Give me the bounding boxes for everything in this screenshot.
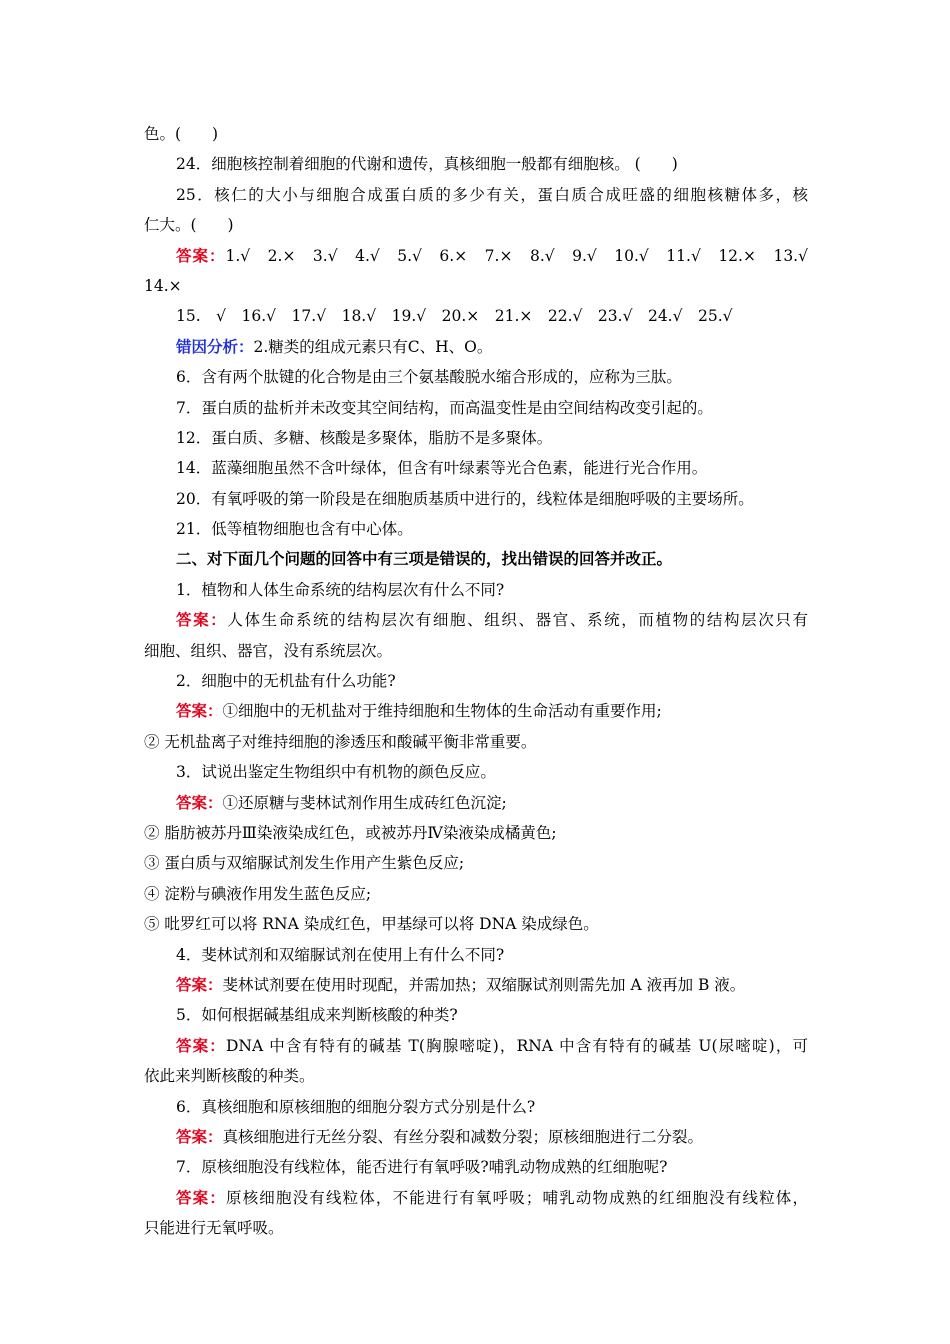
answer-label: 答案： bbox=[176, 245, 226, 265]
q4: 4．斐林试剂和双缩脲试剂在使用上有什么不同? bbox=[176, 945, 505, 964]
q7: 7．原核细胞没有线粒体，能否进行有氧呼吸?哺乳动物成熟的红细胞呢? bbox=[176, 1158, 668, 1177]
q3-answer: 答案：①还原糖与斐林试剂作用生成砖红色沉淀; bbox=[176, 792, 507, 812]
q5: 5．如何根据碱基组成来判断核酸的种类? bbox=[176, 1006, 458, 1025]
q1: 1．植物和人体生命系统的结构层次有什么不同? bbox=[176, 580, 505, 599]
q2-answer-2: ② 无机盐离子对维持细胞的渗透压和酸碱平衡非常重要。 bbox=[144, 732, 537, 751]
q3-answer-4: ④ 淀粉与碘液作用发生蓝色反应; bbox=[144, 884, 372, 903]
answer-key-line-2: 14.× bbox=[144, 276, 182, 295]
error-analysis-20: 20．有氧呼吸的第一阶段是在细胞质基质中进行的，线粒体是细胞呼吸的主要场所。 bbox=[176, 489, 754, 508]
q5-answer-tail: 依此来判断核酸的种类。 bbox=[144, 1067, 315, 1086]
error-analysis-14: 14．蓝藻细胞虽然不含叶绿体，但含有叶绿素等光合色素，能进行光合作用。 bbox=[176, 459, 708, 478]
q5-answer: 答案：DNA 中含有特有的碱基 T(胸腺嘧啶)，RNA 中含有特有的碱基 U(尿嘧啶)，可 bbox=[176, 1035, 808, 1055]
q1-answer: 答案：人体生命系统的结构层次有细胞、组织、器官、系统，而植物的结构层次只有 bbox=[176, 610, 808, 630]
error-analysis-heading: 错因分析：2.糖类的组成元素只有C、H、O。 bbox=[176, 336, 493, 356]
error-analysis-6: 6．含有两个肽键的化合物是由三个氨基酸脱水缩合形成的，应称为三肽。 bbox=[176, 368, 682, 387]
q2: 2．细胞中的无机盐有什么功能? bbox=[176, 672, 396, 691]
q1-answer-tail: 细胞、组织、器官，没有系统层次。 bbox=[144, 641, 393, 660]
error-analysis-label: 错因分析： bbox=[176, 336, 254, 356]
question-25-tail: 仁大。( ) bbox=[144, 216, 234, 235]
q3-answer-2: ② 脂肪被苏丹Ⅲ染液染成红色，或被苏丹Ⅳ染液染成橘黄色; bbox=[144, 823, 557, 842]
error-analysis-12: 12．蛋白质、多糖、核酸是多聚体，脂肪不是多聚体。 bbox=[176, 428, 553, 447]
answer-label: 答案： bbox=[176, 610, 228, 630]
section-heading: 二、对下面几个问题的回答中有三项是错误的，找出错误的回答并改正。 bbox=[176, 549, 673, 569]
question-24: 24．细胞核控制着细胞的代谢和遗传，真核细胞一般都有细胞核。 ( ) bbox=[176, 155, 678, 174]
q6: 6．真核细胞和原核细胞的细胞分裂方式分别是什么? bbox=[176, 1097, 536, 1116]
q3-answer-5: ⑤ 吡罗红可以将 RNA 染成红色，甲基绿可以将 DNA 染成绿色。 bbox=[144, 915, 599, 934]
q7-answer-tail: 只能进行无氧呼吸。 bbox=[144, 1219, 284, 1238]
answer-key-line-3: 15. √ 16.√ 17.√ 18.√ 19.√ 20.× 21.× 22.√ 23.√ 24.√ 25.√ bbox=[176, 307, 733, 326]
answer-label: 答案： bbox=[176, 792, 223, 812]
answer-label: 答案： bbox=[176, 1035, 226, 1055]
answer-label: 答案： bbox=[176, 701, 223, 721]
answer-label: 答案： bbox=[176, 974, 223, 994]
error-analysis-7: 7．蛋白质的盐析并未改变其空间结构，而高温变性是由空间结构改变引起的。 bbox=[176, 398, 713, 417]
answer-key-line-1: 答案：1.√ 2.× 3.√ 4.√ 5.√ 6.× 7.× 8.√ 9.√ 10.√ 11.√ 12.× 13.√ bbox=[176, 245, 808, 265]
q3: 3．试说出鉴定生物组织中有机物的颜色反应。 bbox=[176, 763, 496, 782]
q2-answer: 答案：①细胞中的无机盐对于维持细胞和生物体的生命活动有重要作用; bbox=[176, 701, 662, 721]
q3-answer-3: ③ 蛋白质与双缩脲试剂发生作用产生紫色反应; bbox=[144, 854, 465, 873]
q6-answer: 答案：真核细胞进行无丝分裂、有丝分裂和减数分裂；原核细胞进行二分裂。 bbox=[176, 1126, 704, 1146]
answer-label: 答案： bbox=[176, 1126, 223, 1146]
error-analysis-21: 21．低等植物细胞也含有中心体。 bbox=[176, 520, 413, 539]
question-25: 25．核仁的大小与细胞合成蛋白质的多少有关，蛋白质合成旺盛的细胞核糖体多，核 bbox=[176, 185, 808, 204]
q4-answer: 答案：斐林试剂要在使用时现配，并需加热；双缩脲试剂则需先加 A 液再加 B 液。 bbox=[176, 974, 746, 994]
document-page bbox=[144, 119, 808, 1243]
question-23-tail: 色。( ) bbox=[144, 125, 219, 143]
answer-label: 答案： bbox=[176, 1187, 226, 1207]
q7-answer: 答案：原核细胞没有线粒体，不能进行有氧呼吸；哺乳动物成熟的红细胞没有线粒体， bbox=[176, 1187, 808, 1207]
